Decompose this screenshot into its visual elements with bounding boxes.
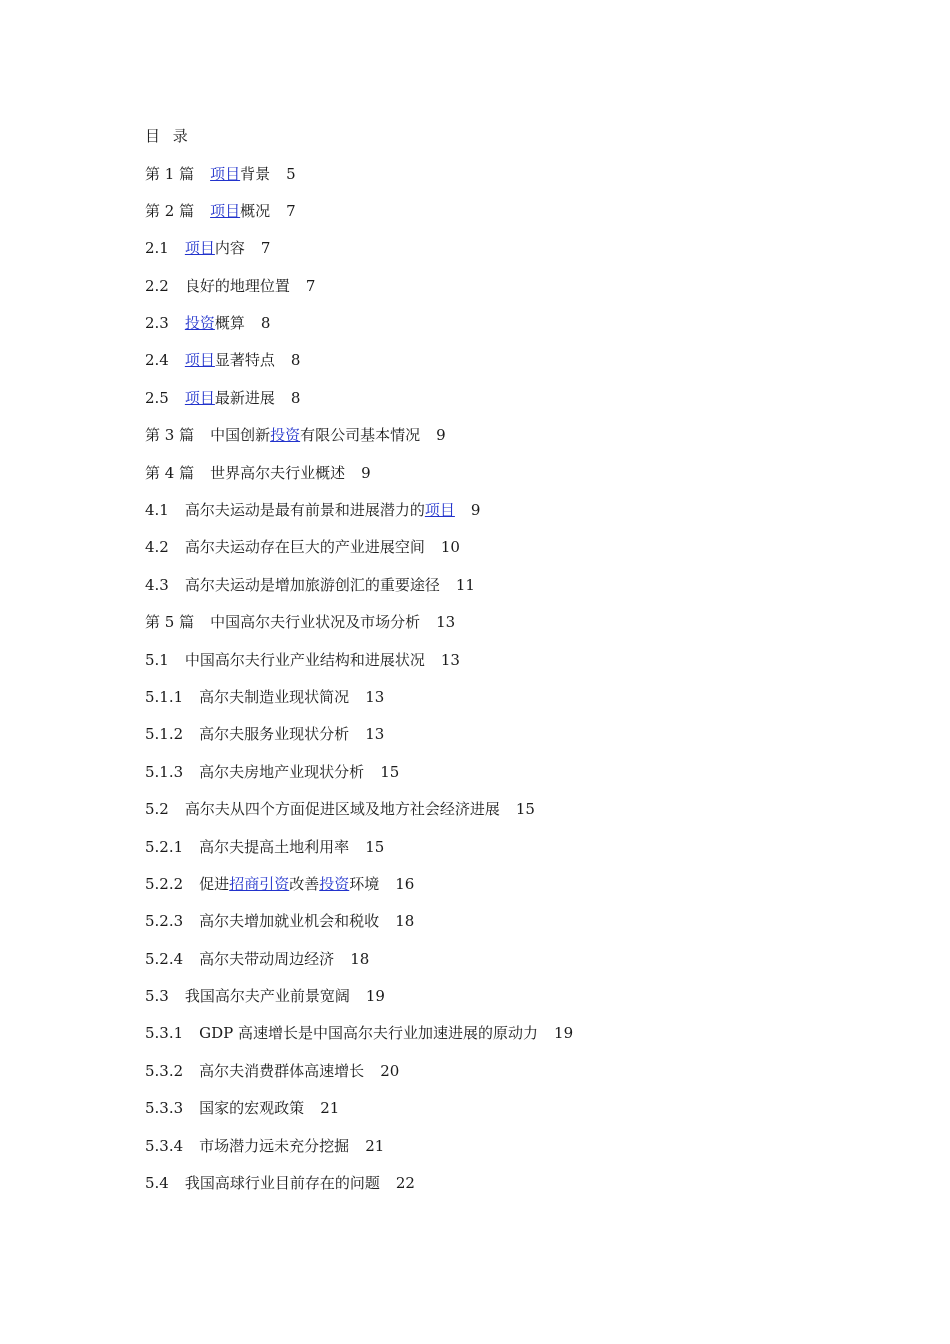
toc-entry-number: 5.2.2 [145,874,184,893]
toc-entry-text: 高尔夫运动存在巨大的产业进展空间 [184,538,425,557]
toc-page-number: 13 [365,725,385,744]
toc-entry [145,910,573,932]
toc-entry-text: 最新进展 [214,388,275,407]
toc-entry-text: 高尔夫提高土地利用率 [199,837,350,856]
toc-entry [145,761,573,783]
toc-page-number: 22 [395,1174,415,1193]
table-of-contents [145,125,573,1209]
toc-keyword-link[interactable]: 项目 [184,388,215,407]
toc-entry [145,723,573,745]
toc-entry-text: 背景 [240,164,271,183]
toc-page-number: 9 [470,501,481,520]
toc-page-number: 20 [380,1061,400,1080]
toc-entry-number: 5.1.1 [145,687,184,706]
toc-entry-text: 我国高尔夫产业前景宽阔 [184,987,350,1006]
toc-keyword-link[interactable]: 投资 [319,874,350,893]
toc-entry-text: 国家的宏观政策 [199,1099,305,1118]
toc-entry-text: 中国高尔夫行业状况及市场分析 [210,613,421,632]
toc-entry-text: 高尔夫消费群体高速增长 [199,1061,365,1080]
toc-keyword-link[interactable]: 项目 [424,501,455,520]
toc-entry [145,1060,573,1082]
toc-entry-number: 5.2.1 [145,837,184,856]
toc-page-number: 13 [365,687,385,706]
toc-entry-number: 5.3.3 [145,1099,184,1118]
toc-keyword-link[interactable]: 项目 [210,201,241,220]
toc-page-number: 18 [395,912,415,931]
toc-entry [145,873,573,895]
toc-entry-number: 4.1 [145,501,169,520]
toc-entry-number: 5.4 [145,1174,169,1193]
toc-entry-number: 2.4 [145,351,169,370]
toc-page-number: 8 [260,314,271,333]
toc-entry-number: 第 3 篇 [145,426,195,445]
toc-entry-number: 第 1 篇 [145,164,195,183]
toc-entry [145,985,573,1007]
toc-entry-number: 5.1.3 [145,762,184,781]
toc-entry-number: 5.1 [145,650,169,669]
toc-entry-number: 5.1.2 [145,725,184,744]
toc-entry-text: 改善 [289,874,320,893]
toc-entry [145,1097,573,1119]
toc-page-number: 21 [365,1136,385,1155]
toc-keyword-link[interactable]: 投资 [184,314,215,333]
toc-entry-text: GDP 高速增长是中国高尔夫行业加速进展的原动力 [199,1024,539,1043]
toc-page-number: 8 [290,388,301,407]
toc-entry-text: 概算 [214,314,245,333]
toc-page-number: 8 [290,351,301,370]
toc-entry-text: 内容 [214,239,245,258]
toc-page-number: 15 [380,762,400,781]
toc-page-number: 15 [365,837,385,856]
toc-entry-text: 高尔夫服务业现状分析 [199,725,350,744]
toc-keyword-link[interactable]: 项目 [210,164,241,183]
toc-entry-text: 高尔夫带动周边经济 [199,949,335,968]
toc-keyword-link[interactable]: 项目 [184,351,215,370]
toc-entry [145,611,573,633]
toc-entry [145,798,573,820]
toc-entry-number: 5.3.4 [145,1136,184,1155]
toc-keyword-link[interactable]: 项目 [184,239,215,258]
toc-entry-number: 4.3 [145,575,169,594]
toc-entry-number: 5.2.3 [145,912,184,931]
toc-entry-number: 5.2.4 [145,949,184,968]
toc-page-number: 19 [365,987,385,1006]
toc-entry-text: 高尔夫运动是增加旅游创汇的重要途径 [184,575,440,594]
toc-entry [145,275,573,297]
toc-page-number: 7 [260,239,271,258]
toc-entry-number: 2.1 [145,239,169,258]
toc-entry-number: 2.3 [145,314,169,333]
toc-entry-text: 高尔夫制造业现状简况 [199,687,350,706]
toc-entry-number: 5.3 [145,987,169,1006]
toc-page-number: 10 [440,538,460,557]
toc-page-number: 9 [361,463,371,482]
toc-entry [145,424,573,446]
toc-entry-number: 第 4 篇 [145,463,195,482]
toc-entry-text: 高尔夫运动是最有前景和进展潜力的 [184,501,425,520]
toc-entry-text: 高尔夫房地产业现状分析 [199,762,365,781]
toc-entry [145,574,573,596]
toc-page-number: 18 [350,949,370,968]
toc-entries [145,163,573,1195]
toc-entry [145,163,573,185]
toc-entry-text: 环境 [349,874,380,893]
toc-entry [145,649,573,671]
toc-entry-text: 高尔夫从四个方面促进区域及地方社会经济进展 [184,800,500,819]
toc-entry [145,948,573,970]
toc-entry [145,462,573,484]
toc-entry [145,349,573,371]
toc-entry-text: 中国高尔夫行业产业结构和进展状况 [184,650,425,669]
toc-entry [145,499,573,521]
toc-entry [145,387,573,409]
toc-entry-text: 中国创新 [210,426,271,445]
toc-entry [145,237,573,259]
toc-entry-text: 我国高球行业目前存在的问题 [184,1174,380,1193]
toc-entry-text: 概况 [240,201,271,220]
toc-entry-number: 5.3.1 [145,1024,184,1043]
toc-entry [145,200,573,222]
toc-entry-text: 世界高尔夫行业概述 [210,463,346,482]
toc-page-number: 16 [395,874,415,893]
toc-entry-text: 市场潜力远未充分挖掘 [199,1136,350,1155]
toc-page-number: 15 [515,800,535,819]
toc-page-number: 5 [286,164,296,183]
toc-entry-number: 5.2 [145,800,169,819]
toc-entry-text: 有限公司基本情况 [300,426,421,445]
toc-entry [145,1172,573,1194]
toc-page-number: 21 [320,1099,340,1118]
toc-entry-number: 5.3.2 [145,1061,184,1080]
toc-entry-text: 显著特点 [214,351,275,370]
toc-page-number: 7 [286,201,296,220]
toc-keyword-link[interactable]: 招商引资 [229,874,290,893]
toc-keyword-link[interactable]: 投资 [270,426,301,445]
toc-page-number: 13 [440,650,460,669]
toc-entry-number: 第 2 篇 [145,201,195,220]
toc-entry [145,1135,573,1157]
toc-page-number: 7 [305,276,316,295]
toc-entry-text: 良好的地理位置 [184,276,290,295]
toc-page-number: 9 [436,426,446,445]
toc-entry [145,312,573,334]
toc-entry-number: 第 5 篇 [145,613,195,632]
toc-entry-number: 2.5 [145,388,169,407]
toc-page-number: 11 [455,575,475,594]
toc-entry [145,686,573,708]
toc-page-number: 13 [436,613,456,632]
toc-entry [145,536,573,558]
toc-entry [145,836,573,858]
toc-entry-text: 高尔夫增加就业机会和税收 [199,912,380,931]
toc-entry [145,1022,573,1044]
toc-page-number: 19 [554,1024,574,1043]
toc-entry-number: 2.2 [145,276,169,295]
toc-entry-number: 4.2 [145,538,169,557]
toc-title: 目 录 [145,127,192,145]
toc-entry-text: 促进 [199,874,230,893]
